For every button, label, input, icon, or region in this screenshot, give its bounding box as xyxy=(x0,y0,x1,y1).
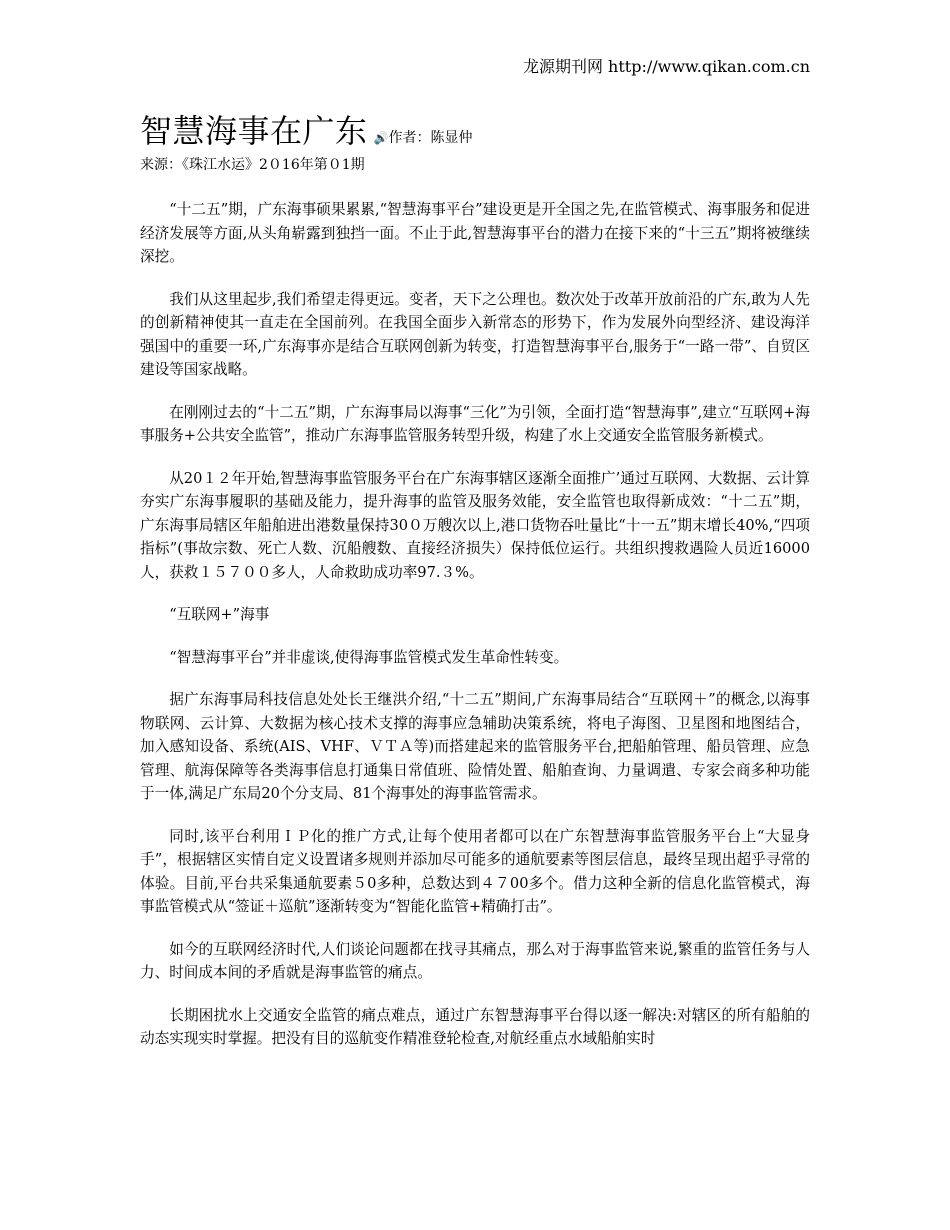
title-row xyxy=(140,111,472,151)
source-line: 来源：《珠江水运》2０16年第０1期 xyxy=(140,157,365,173)
paragraph: “智慧海事平台”并非虚谈,使得海事监管模式发生革命性转变。 xyxy=(169,648,569,666)
article-title: 智慧海事在广东 xyxy=(140,112,368,150)
author-label: 作者： xyxy=(388,130,431,146)
paragraph: 我们从这里起步,我们希望走得更远。变者，天下之公理也。数次处于改革开放前沿的广东,敢为人先的创新精神使其一直走在全国前列。在我国全面步入新常态的形势下，作为发展外向型经济、建设海洋强国中的重要一环,广东海事亦是结合互联网创新为转变，打造智慧海事平台,服务于“一路一带”、自贸区建设等国家战略。 xyxy=(140,290,810,378)
site-header[interactable]: 龙源期刊网 http://www.qikan.com.cn xyxy=(522,57,810,76)
author-icon: 🔊 xyxy=(373,131,389,145)
author-name: 陈显仲 xyxy=(430,130,473,146)
paragraph: 同时,该平台利用ＩＰ化的推广方式,让每个使用者都可以在广东智慧海事监管服务平台上“大显身手”，根据辖区实情自定义设置诸多规则并添加尽可能多的通航要素等图层信息，最终呈现出超乎寻常的体验。目前,平台共采集通航要素５0多种，总数达到４７00多个。借力这种全新的信息化监管模式，海事监管模式从“签证＋巡航”逐渐转变为“智能化监管+精确打击”。 xyxy=(140,827,810,915)
paragraph: 如今的互联网经济时代,人们谈论问题都在找寻其痛点，那么对于海事监管来说,繁重的监管任务与人力、时间成本间的矛盾就是海事监管的痛点。 xyxy=(140,940,810,981)
paragraph: 从20１２年开始,智慧海事监管服务平台在广东海事辖区逐渐全面推广’通过互联网、大数据、云计算夯实广东海事履职的基础及能力，提升海事的监管及服务效能，安全监管也取得新成效：“十二五”期，广东海事局辖区年船舶进出港数量保持30０万艘次以上,港口货物吞吐量比“十一五”期末增长40%,“四项指标”(事故宗数、死亡人数、沉船艘数、直接经济损失）保持低位运行。共组织搜救遇险人员近16000人，获救１５７００多人，人命救助成功率97.３%。 xyxy=(140,469,810,581)
article-body xyxy=(140,198,810,1051)
paragraph: 长期困扰水上交通安全监管的痛点难点，通过广东智慧海事平台得以逐一解决:对辖区的所有船舶的动态实现实时掌握。把没有目的巡航变作精准登轮检查,对航经重点水域船舶实时 xyxy=(140,1006,810,1047)
paragraph: 据广东海事局科技信息处处长王继洪介绍,“十二五”期间,广东海事局结合“互联网＋”的概念,以海事物联网、云计算、大数据为核心技术支撑的海事应急辅助决策系统，将电子海图、卫星图和地图结合，加入感知设备、系统(AIS、VHF、ＶＴＡ等)而搭建起来的监管服务平台,把船舶管理、船员管理、应急管理、航海保障等各类海事信息打通集日常值班、险情处置、船舶查询、力量调遣、专家会商多种功能于一体,满足广东局20个分支局、81个海事处的海事监管需求。 xyxy=(140,691,810,802)
section-heading: “互联网+”海事 xyxy=(169,606,270,623)
paragraph: 在刚刚过去的“十二五”期，广东海事局以海事“三化”为引领，全面打造“智慧海事”,建立“互联网+海事服务+公共安全监管”，推动广东海事监管服务转型升级，构建了水上交通安全监管服务新模式。 xyxy=(140,403,810,444)
paragraph: “十二五”期，广东海事硕果累累,“智慧海事平台”建设更是开全国之先,在监管模式、海事服务和促进经济发展等方面,从头角崭露到独挡一面。不止于此,智慧海事平台的潜力在接下来的“十三五”期将被继续深挖。 xyxy=(140,201,810,265)
